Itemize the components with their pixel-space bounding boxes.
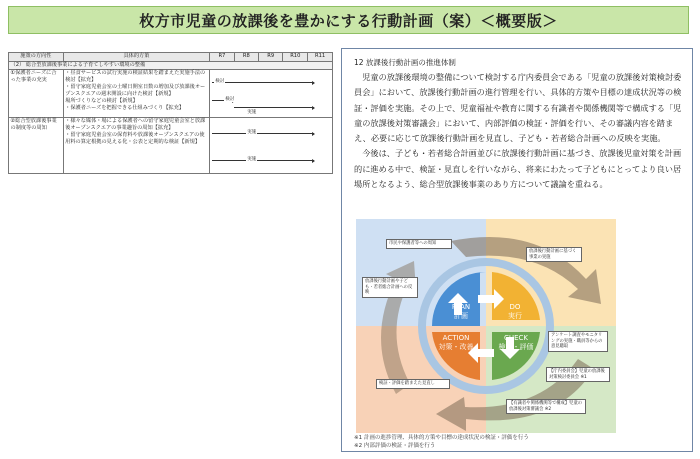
gantt-bar bbox=[212, 160, 314, 161]
action-label-ja: 対策・改善 bbox=[438, 343, 474, 351]
header-r8: R8 bbox=[234, 53, 258, 62]
section-row bbox=[9, 62, 333, 70]
note-box-left: 放課後行動計画や子ども・若者総合計画への反映 bbox=[362, 277, 418, 298]
gantt-bar bbox=[234, 107, 314, 108]
table-row bbox=[9, 70, 333, 118]
footnote: ※1 計画の進捗管理、具体的方策や目標の達成状況の検証・評価を行う bbox=[354, 435, 529, 441]
panel-paragraph: 児童の放課後環境の整備について検討する庁内委員会である「児童の放課後対策検討委員会」において、放課後行動計画の進行管理を行い、具体的方策や目標の達成状況等の検証・評価を実施。その上で、児童福祉や教育に関する有識者や関係機関等で構成する「児童の放課後対策審議会」において、内部評価の検証・評価を行い、その審議内容を踏まえ、必要に応じて放課後行動計画を見直し、子ども・若者総合計画への反映を実施。 bbox=[354, 72, 682, 144]
header-r7: R7 bbox=[210, 53, 234, 62]
measure-item: 場所づくりなどの検討【新規】 bbox=[65, 98, 138, 104]
page-title: 枚方市児童の放課後を豊かにする行動計画（案）＜概要版＞ bbox=[8, 6, 689, 34]
plan-label bbox=[438, 303, 484, 321]
header-r10: R10 bbox=[283, 53, 308, 62]
measure-item: ・留守家庭児童会室の保育料や放課後オープンスクエアの使用料の算定根拠の見える化・公表と定期的な検証【新規】 bbox=[65, 132, 205, 145]
panel-heading: 12 放課後行動計画の推進体制 bbox=[354, 58, 456, 67]
measures-cell bbox=[63, 70, 210, 118]
note-box-top: 市民や保護者等への周知 bbox=[386, 239, 452, 249]
footnotes bbox=[354, 434, 529, 450]
header-r11: R11 bbox=[308, 53, 333, 62]
note-box-action: 検証・評価を踏まえた見直し bbox=[376, 379, 450, 389]
do-label-en: DO bbox=[509, 303, 521, 311]
panel-body bbox=[354, 70, 684, 192]
check-label-en: CHECK bbox=[503, 334, 529, 342]
plan-label-ja: 計画 bbox=[454, 312, 468, 320]
promotion-system-panel bbox=[341, 48, 693, 452]
header-measures: 具体的方策 bbox=[63, 53, 210, 62]
panel-paragraph: 今後は、子ども・若者総合計画並びに放課後行動計画に基づき、放課後児童対策を計画的に進める中で、検証・見直しを行いながら、将来にわたって子どもにとってより良い居場所となるよう、総合型放課後事業のあり方について議論を重ねる。 bbox=[354, 148, 682, 190]
do-label bbox=[492, 303, 538, 321]
header-direction: 施策の方向性 bbox=[9, 53, 64, 62]
pdca-cycle-diagram bbox=[356, 219, 616, 433]
measure-item: ・昼食サービスの試行実施の検証結果を踏まえた実施手法の検討【拡充】 bbox=[65, 70, 206, 83]
table-header-row bbox=[9, 53, 333, 62]
measure-item: ・保護者ニーズを把握できる仕組みづくり【拡充】 bbox=[65, 105, 185, 111]
table-row bbox=[9, 118, 333, 174]
action-plan-table bbox=[8, 52, 333, 174]
gantt-cell bbox=[210, 70, 333, 118]
footnote: ※2 内部評価の検証・評価を行う bbox=[354, 443, 436, 449]
gantt-label: 実施 bbox=[247, 130, 257, 135]
gantt-bar bbox=[212, 133, 314, 134]
gantt-label: 実施 bbox=[247, 157, 257, 162]
title-band bbox=[0, 0, 700, 40]
gantt-label: 検討 bbox=[225, 97, 235, 102]
check-label bbox=[492, 334, 540, 352]
action-label-en: ACTION bbox=[442, 334, 470, 342]
action-label bbox=[432, 334, 480, 352]
note-box-check3: 【有識者や関係機関等で構成】児童の放課後対策審議会 ※2 bbox=[506, 399, 586, 414]
gantt-bar bbox=[212, 82, 314, 83]
plan-label-en: PLAN bbox=[451, 303, 471, 311]
gantt-label: 検討 bbox=[215, 79, 225, 84]
gantt-label: 実施 bbox=[247, 110, 257, 115]
header-r9: R9 bbox=[259, 53, 283, 62]
note-box-check2: 【庁内委員会】児童の放課後対策検討委員会 ※1 bbox=[546, 367, 610, 382]
gantt-cell bbox=[210, 118, 333, 174]
note-box-do: 放課後行動計画に基づく事業の実施 bbox=[526, 247, 582, 262]
measures-cell bbox=[63, 118, 210, 174]
note-box-check1: アンケート調査やモニタリングの実施・職員等からの意見聴取 bbox=[548, 331, 608, 352]
do-label-ja: 実行 bbox=[508, 312, 522, 320]
measure-item: ・様々な媒体・場による保護者への留守家庭児童会室と放課後オープンスクエアの事業趣旨の周知【拡充】 bbox=[65, 118, 206, 131]
check-label-ja: 検証・評価 bbox=[498, 343, 534, 351]
direction-cell: ①保護者ニーズに合った事業の充実 bbox=[9, 70, 64, 118]
direction-cell: ②総合型放課後事業の制度等の周知 bbox=[9, 118, 64, 174]
section-label: （2） 総合型放課後事業による子育てしやすい環境の整備 bbox=[9, 62, 333, 70]
measure-item: ・留守家庭児童会室の土曜日開室日数の増加及び放課後オープンスクエアの週末開設に向けた検討【新規】 bbox=[65, 84, 206, 97]
